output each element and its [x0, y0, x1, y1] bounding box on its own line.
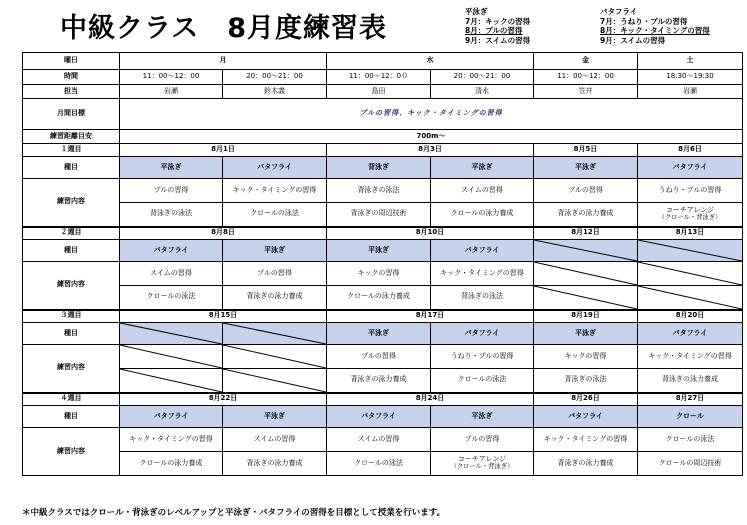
goal-label: 月間目標 — [23, 99, 120, 130]
day-label: 曜日 — [23, 53, 120, 70]
style-cell: バタフライ — [120, 406, 223, 428]
coach-cell: 清水 — [431, 85, 534, 99]
content-cell: キック・タイミングの習得 — [120, 428, 223, 452]
time-cell: 11：00～12：0０ — [327, 70, 431, 85]
monthly-goal: プルの習得、キック・タイミングの習得 — [120, 99, 743, 130]
content-cell: キック・タイミングの習得 — [534, 428, 638, 452]
content-cell: 背泳ぎの泳力養成 — [223, 286, 327, 310]
date-cell: 8月15日 — [120, 310, 327, 323]
content-row-label: 練習内容 — [23, 428, 120, 476]
empty-cell — [534, 240, 638, 262]
style-cell: 平泳ぎ — [223, 406, 327, 428]
content-cell: 背泳ぎの泳力養成 — [534, 452, 638, 476]
legend-item: 8月：プルの習得 — [465, 26, 523, 35]
empty-cell — [638, 286, 743, 310]
content-cell: 背泳ぎの泳法 — [534, 369, 638, 393]
schedule-table — [22, 52, 743, 476]
content-cell: スイムの習得 — [431, 179, 534, 203]
butterfly-legend — [600, 7, 710, 45]
legend-item: 9月：スイムの習得 — [600, 35, 666, 45]
content-subtext: （クロール・背泳ぎ） — [450, 462, 514, 470]
content-cell: 背泳ぎの泳法 — [431, 286, 534, 310]
style-cell: バタフライ — [638, 157, 743, 179]
style-cell: 平泳ぎ — [223, 240, 327, 262]
date-cell: 8月5日 — [534, 144, 638, 157]
distance-target: 700m～ — [120, 130, 743, 144]
content-text: コーチアレンジ — [457, 455, 507, 464]
date-cell: 8月19日 — [534, 310, 638, 323]
legend-item: 9月：スイムの習得 — [465, 35, 531, 45]
date-cell: 8月10日 — [327, 227, 534, 240]
style-row-label: 種目 — [23, 406, 120, 428]
empty-cell — [638, 240, 743, 262]
week-label: １週目 — [23, 144, 120, 157]
content-cell: クロールの泳法 — [638, 428, 743, 452]
content-cell: プルの習得 — [223, 262, 327, 286]
style-cell: 平泳ぎ — [431, 157, 534, 179]
content-cell: キック・タイミングの習得 — [638, 345, 743, 369]
time-cell: 11：00～12：00 — [120, 70, 223, 85]
time-cell: 18:30～19:30 — [638, 70, 743, 85]
coach-cell: 鈴木義 — [223, 85, 327, 99]
date-cell: 8月20日 — [638, 310, 743, 323]
content-cell: クロールの泳力養成 — [431, 203, 534, 227]
coach-cell: 笠井 — [534, 85, 638, 99]
coach-cell: 岩瀬 — [120, 85, 223, 99]
content-cell: キック・タイミングの習得 — [431, 262, 534, 286]
day-wednesday: 水 — [327, 53, 534, 70]
date-cell: 8月26日 — [534, 393, 638, 406]
content-cell: 背泳ぎの泳法 — [327, 179, 431, 203]
date-cell: 8月6日 — [638, 144, 743, 157]
content-cell: クロールの泳法 — [431, 369, 534, 393]
style-cell: 平泳ぎ — [120, 157, 223, 179]
content-cell: クロールの泳法 — [120, 286, 223, 310]
style-cell: バタフライ — [327, 406, 431, 428]
content-cell — [638, 203, 743, 227]
empty-cell — [120, 345, 223, 369]
legend-item: 8月：キック・タイミングの習得 — [600, 26, 710, 35]
date-cell: 8月3日 — [327, 144, 534, 157]
style-row-label: 種目 — [23, 240, 120, 262]
content-cell: キック・タイミングの習得 — [223, 179, 327, 203]
content-cell: クロールの周辺技術 — [638, 452, 743, 476]
coach-label: 担当 — [23, 85, 120, 99]
content-subtext: （クロール・背泳ぎ） — [658, 213, 722, 221]
style-cell: バタフライ — [431, 323, 534, 345]
content-cell: クロールの泳法 — [327, 452, 431, 476]
content-cell: うねり・プルの習得 — [638, 179, 743, 203]
style-cell: バタフライ — [223, 157, 327, 179]
style-cell: 背泳ぎ — [327, 157, 431, 179]
content-cell: 背泳ぎの周辺技術 — [327, 203, 431, 227]
content-row-label: 練習内容 — [23, 345, 120, 393]
week-label: ３週目 — [23, 310, 120, 323]
content-cell: 背泳ぎの泳法 — [120, 203, 223, 227]
coach-cell: 島田 — [327, 85, 431, 99]
empty-cell — [223, 369, 327, 393]
content-cell: スイムの習得 — [327, 428, 431, 452]
empty-cell — [223, 345, 327, 369]
date-cell: 8月22日 — [120, 393, 327, 406]
style-cell: 平泳ぎ — [534, 157, 638, 179]
style-cell: バタフライ — [120, 240, 223, 262]
empty-cell — [534, 286, 638, 310]
breaststroke-legend — [465, 7, 530, 45]
empty-cell — [638, 262, 743, 286]
content-cell: スイムの習得 — [223, 428, 327, 452]
day-saturday: 土 — [638, 53, 743, 70]
empty-cell — [120, 369, 223, 393]
content-cell: クロールの泳法 — [223, 203, 327, 227]
content-cell: 背泳ぎの泳力養成 — [534, 203, 638, 227]
content-cell: キックの習得 — [534, 345, 638, 369]
time-cell: 20：00～21：00 — [431, 70, 534, 85]
style-row-label: 種目 — [23, 157, 120, 179]
empty-cell — [223, 323, 327, 345]
legend-item: 7月：うねり・プルの習得 — [600, 16, 688, 26]
content-cell: 背泳ぎの泳力養成 — [327, 369, 431, 393]
time-label: 時間 — [23, 70, 120, 85]
content-cell: プルの習得 — [431, 428, 534, 452]
day-friday: 金 — [534, 53, 638, 70]
legend-item: 7月：キックの習得 — [465, 16, 531, 26]
content-cell: クロールの泳力養成 — [327, 286, 431, 310]
week-label: ２週目 — [23, 227, 120, 240]
empty-cell — [120, 323, 223, 345]
content-cell: プルの習得 — [327, 345, 431, 369]
date-cell: 8月13日 — [638, 227, 743, 240]
date-cell: 8月1日 — [120, 144, 327, 157]
empty-cell — [534, 262, 638, 286]
style-cell: 平泳ぎ — [327, 240, 431, 262]
style-cell: 平泳ぎ — [327, 323, 431, 345]
date-cell: 8月12日 — [534, 227, 638, 240]
style-cell: クロール — [638, 406, 743, 428]
content-cell: プルの習得 — [120, 179, 223, 203]
time-cell: 20：00～21：00 — [223, 70, 327, 85]
content-cell: クロールの泳力養成 — [120, 452, 223, 476]
legend-heading: バタフライ — [600, 7, 638, 16]
date-cell: 8月24日 — [327, 393, 534, 406]
content-cell: キックの習得 — [327, 262, 431, 286]
style-cell: バタフライ — [431, 240, 534, 262]
content-cell — [431, 452, 534, 476]
content-cell: 背泳ぎの泳力養成 — [638, 369, 743, 393]
style-cell: 平泳ぎ — [534, 323, 638, 345]
date-cell: 8月8日 — [120, 227, 327, 240]
style-cell: 平泳ぎ — [431, 406, 534, 428]
content-row-label: 練習内容 — [23, 179, 120, 227]
style-cell: バタフライ — [638, 323, 743, 345]
content-cell: 背泳ぎの泳力養成 — [223, 452, 327, 476]
content-text: コーチアレンジ — [665, 205, 715, 214]
content-cell: スイムの習得 — [120, 262, 223, 286]
legend-heading: 平泳ぎ — [465, 7, 488, 16]
date-cell: 8月17日 — [327, 310, 534, 323]
coach-cell: 岩瀬 — [638, 85, 743, 99]
footnote: ＊中級クラスではクロール・背泳ぎのレベルアップと平泳ぎ・バタフライの習得を目標として授業を行います。 — [22, 508, 446, 518]
week-label: ４週目 — [23, 393, 120, 406]
style-row-label: 種目 — [23, 323, 120, 345]
time-cell: 11：00～12：00 — [534, 70, 638, 85]
style-cell: バタフライ — [534, 406, 638, 428]
day-monday: 月 — [120, 53, 327, 70]
content-row-label: 練習内容 — [23, 262, 120, 310]
date-cell: 8月27日 — [638, 393, 743, 406]
distance-label: 練習距離目安 — [23, 130, 120, 144]
content-cell: プルの習得 — [534, 179, 638, 203]
content-cell: うねり・プルの習得 — [431, 345, 534, 369]
page-title: 中級クラス 8月度練習表 — [60, 13, 387, 44]
